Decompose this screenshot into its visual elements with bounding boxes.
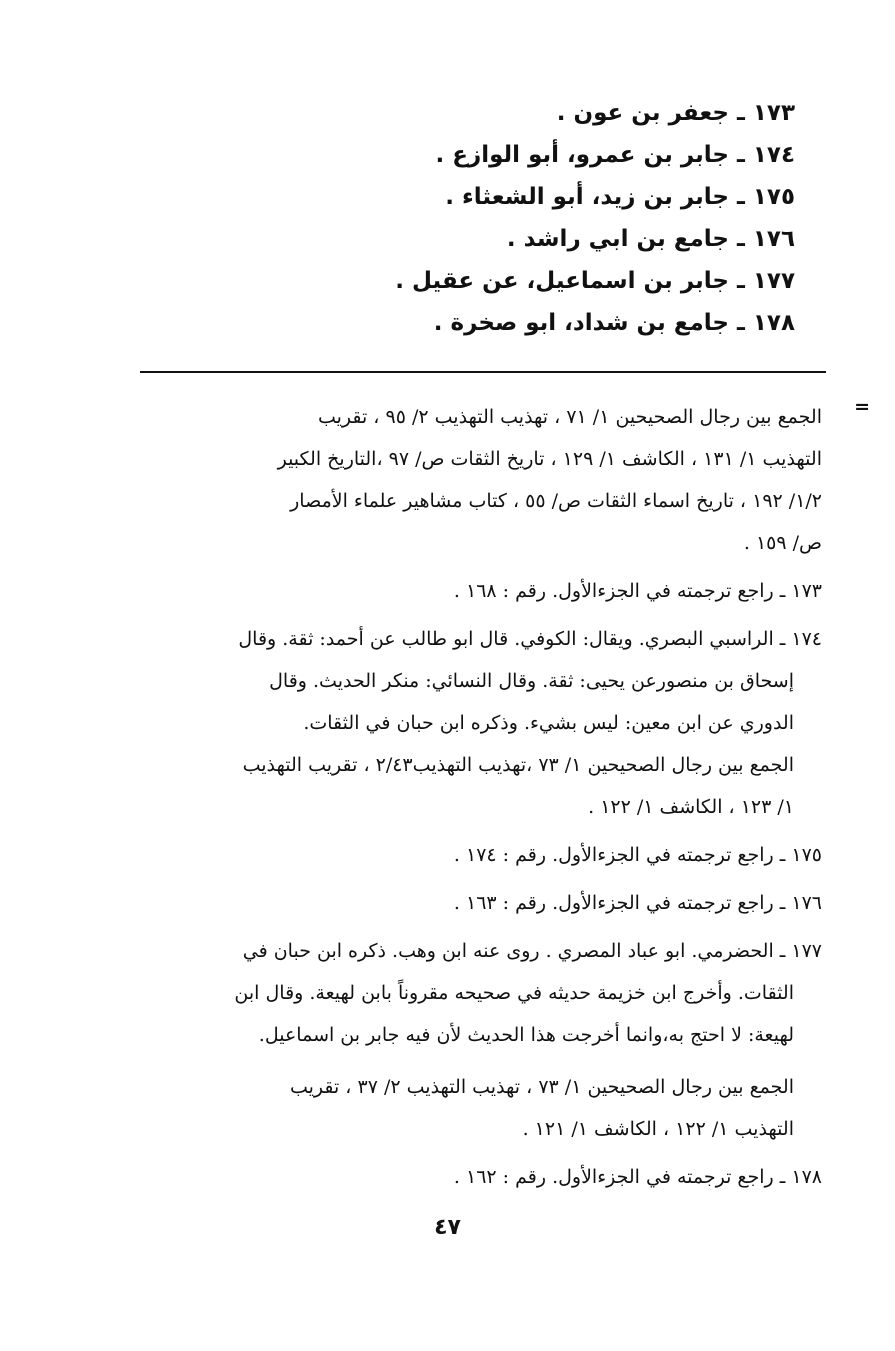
footnote-separator <box>140 371 826 373</box>
footnote-line: ١٧٥ ـ راجع ترجمته في الجزءالأول. رقم : ١٧٤ . <box>453 844 822 866</box>
footnote-line: التهذيب ١/ ١٣١ ، الكاشف ١/ ١٢٩ ، تاريخ الثقات ص/ ٩٧ ،التاريخ الكبير <box>277 448 822 470</box>
entry-177: ١٧٧ ـ جابر بن اسماعيل، عن عقيل . <box>395 268 795 294</box>
page-number: ٤٧ <box>434 1215 461 1240</box>
footnote-line: الجمع بين رجال الصحيحين ١/ ٧١ ، تهذيب التهذيب ٢/ ٩٥ ، تقريب <box>317 406 822 428</box>
footnote-line: ص/ ١٥٩ . <box>743 532 822 554</box>
footnotes <box>132 396 870 1198</box>
footnote-178 <box>132 1156 822 1198</box>
footnote-line: ١/٢/ ١٩٢ ، تاريخ اسماء الثقات ص/ ٥٥ ، كتاب مشاهير علماء الأمصار <box>290 490 822 512</box>
footnote-line: الجمع بين رجال الصحيحين ١/ ٧٣ ،تهذيب التهذيب٢/٤٣ ، تقريب التهذيب <box>242 754 794 776</box>
footnote-174 <box>132 618 822 828</box>
entry-175: ١٧٥ ـ جابر بن زيد، أبو الشعثاء . <box>445 184 795 210</box>
footnote-line: ١٧٤ ـ الراسبي البصري. ويقال: الكوفي. قال ابو طالب عن أحمد: ثقة. وقال <box>238 628 822 650</box>
footnote-line: ١٧٦ ـ راجع ترجمته في الجزءالأول. رقم : ١٦٣ . <box>453 892 822 914</box>
entry-174: ١٧٤ ـ جابر بن عمرو، أبو الوازع . <box>435 142 795 168</box>
footnote-line: إسحاق بن منصورعن يحيى: ثقة. وقال النسائي: منكر الحديث. وقال <box>269 670 794 692</box>
entry-178: ١٧٨ ـ جامع بن شداد، ابو صخرة . <box>433 310 795 336</box>
footnote-line: ١٧٨ ـ راجع ترجمته في الجزءالأول. رقم : ١٦٢ . <box>453 1166 822 1188</box>
footnote-line: ١٧٣ ـ راجع ترجمته في الجزءالأول. رقم : ١٦٨ . <box>453 580 822 602</box>
footnote-line: الثقات. وأخرج ابن خزيمة حديثه في صحيحه مقروناً بابن لهيعة. وقال ابن <box>234 982 794 1004</box>
footnote-177 <box>132 930 822 1150</box>
footnote-continuation <box>132 396 870 564</box>
footnote-line: الدوري عن ابن معين: ليس بشيء. وذكره ابن حبان في الثقات. <box>303 712 794 734</box>
continuation-marker: = <box>854 396 870 418</box>
footnote-175 <box>132 834 822 876</box>
footnote-176 <box>132 882 822 924</box>
entry-list <box>195 92 795 344</box>
footnote-173 <box>132 570 822 612</box>
footnote-line: لهيعة: لا احتج به،وانما أخرجت هذا الحديث لأن فيه جابر بن اسماعيل. <box>258 1024 794 1046</box>
entry-176: ١٧٦ ـ جامع بن ابي راشد . <box>506 226 795 252</box>
footnote-line: الجمع بين رجال الصحيحين ١/ ٧٣ ، تهذيب التهذيب ٢/ ٣٧ ، تقريب <box>289 1076 794 1098</box>
footnote-line: ١/ ١٢٣ ، الكاشف ١/ ١٢٢ . <box>588 796 794 818</box>
entry-173: ١٧٣ ـ جعفر بن عون . <box>556 100 795 126</box>
footnote-line: ١٧٧ ـ الحضرمي. ابو عباد المصري . روى عنه ابن وهب. ذكره ابن حبان في <box>242 940 822 962</box>
footnote-line: التهذيب ١/ ١٢٢ ، الكاشف ١/ ١٢١ . <box>522 1118 794 1140</box>
